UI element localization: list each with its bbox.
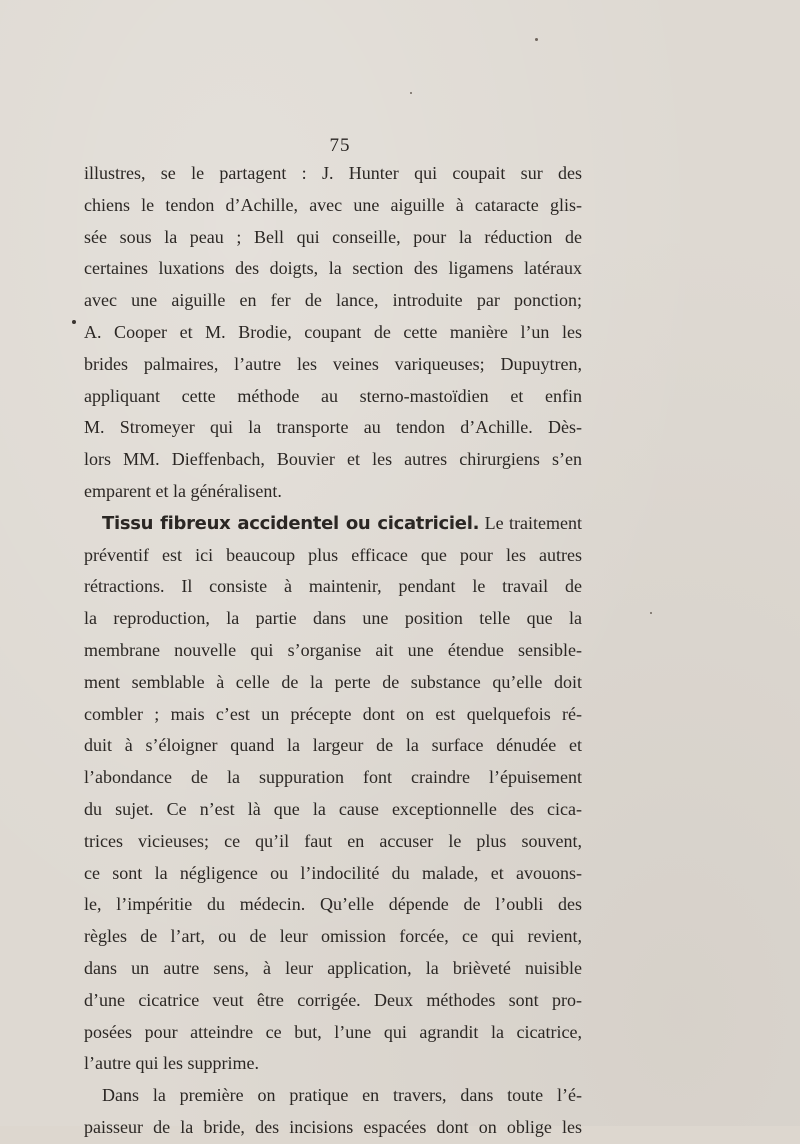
text-line: Dans la première on pratique en travers, dans toute l’é-	[102, 1085, 582, 1106]
text-line: préventif est ici beaucoup plus efficace que pour les autres	[84, 544, 582, 565]
text-line: posées pour atteindre ce but, l’une qui agrandit la cicatrice,	[84, 1021, 582, 1042]
text-line: illustres, se le partagent : J. Hunter qui coupait sur des	[84, 163, 582, 183]
text-line: sée sous la peau ; Bell qui conseille, pour la réduction de	[84, 226, 582, 247]
text-line: M. Stromeyer qui la transporte au tendon d’Achille. Dès-	[84, 417, 582, 438]
text-line: trices vicieuses; ce qu’il faut en accuser le plus souvent,	[84, 830, 582, 851]
text-line: paisseur de la bride, des incisions espacées dont on oblige les	[84, 1116, 582, 1137]
text-line: duit à s’éloigner quand la largeur de la surface dénudée et	[84, 735, 582, 756]
margin-mark	[72, 320, 76, 324]
page-number: 75	[329, 135, 351, 156]
text-line: A. Cooper et M. Brodie, coupant de cette manière l’un les	[84, 321, 582, 342]
text-line: membrane nouvelle qui s’organise ait une étendue sensible-	[84, 639, 582, 660]
text-line: l’abondance de la suppuration font craindre l’épuisement	[84, 767, 582, 788]
text-line: ce sont la négligence ou l’indocilité du malade, et avouons-	[84, 862, 582, 883]
text-line: d’une cicatrice veut être corrigée. Deux méthodes sont pro-	[84, 989, 582, 1010]
text-line: l’autre qui les supprime.	[84, 1053, 259, 1074]
text-line: emparent et la généralisent.	[84, 480, 282, 501]
text-line: appliquant cette méthode au sterno-mastoïdien et enfin	[84, 385, 582, 406]
text-line: le, l’impéritie du médecin. Qu’elle dépende de l’oubli des	[84, 894, 582, 915]
text-line: dans un autre sens, à leur application, la brièveté nuisible	[84, 957, 582, 978]
text-line: avec une aiguille en fer de lance, introduite par ponction;	[84, 290, 582, 311]
text-line: rétractions. Il consiste à maintenir, pendant le travail de	[84, 576, 582, 597]
text-line: la reproduction, la partie dans une position telle que la	[84, 608, 582, 629]
section-heading-line: Tissu fibreux accidentel ou cicatriciel. Le traitement	[102, 512, 582, 534]
paper-speck	[650, 612, 652, 614]
text-line: du sujet. Ce n’est là que la cause exceptionnelle des cica-	[84, 798, 582, 819]
paper-speck	[410, 92, 412, 94]
text-line: lors MM. Dieffenbach, Bouvier et les autres chirurgiens s’en	[84, 449, 582, 470]
section-heading: Tissu fibreux accidentel ou cicatriciel.	[102, 512, 480, 534]
paper-speck	[535, 38, 538, 41]
text-line: ment semblable à celle de la perte de substance qu’elle doit	[84, 671, 582, 692]
text-line: brides palmaires, l’autre les veines variqueuses; Dupuytren,	[84, 353, 582, 374]
text-line: règles de l’art, ou de leur omission forcée, ce qui revient,	[84, 926, 582, 947]
text-line: combler ; mais c’est un précepte dont on est quelquefois ré-	[84, 703, 582, 724]
text-line: certaines luxations des doigts, la section des ligamens latéraux	[84, 258, 582, 279]
text-line: chiens le tendon d’Achille, avec une aiguille à cataracte glis-	[84, 194, 582, 215]
body-text	[84, 158, 582, 1144]
